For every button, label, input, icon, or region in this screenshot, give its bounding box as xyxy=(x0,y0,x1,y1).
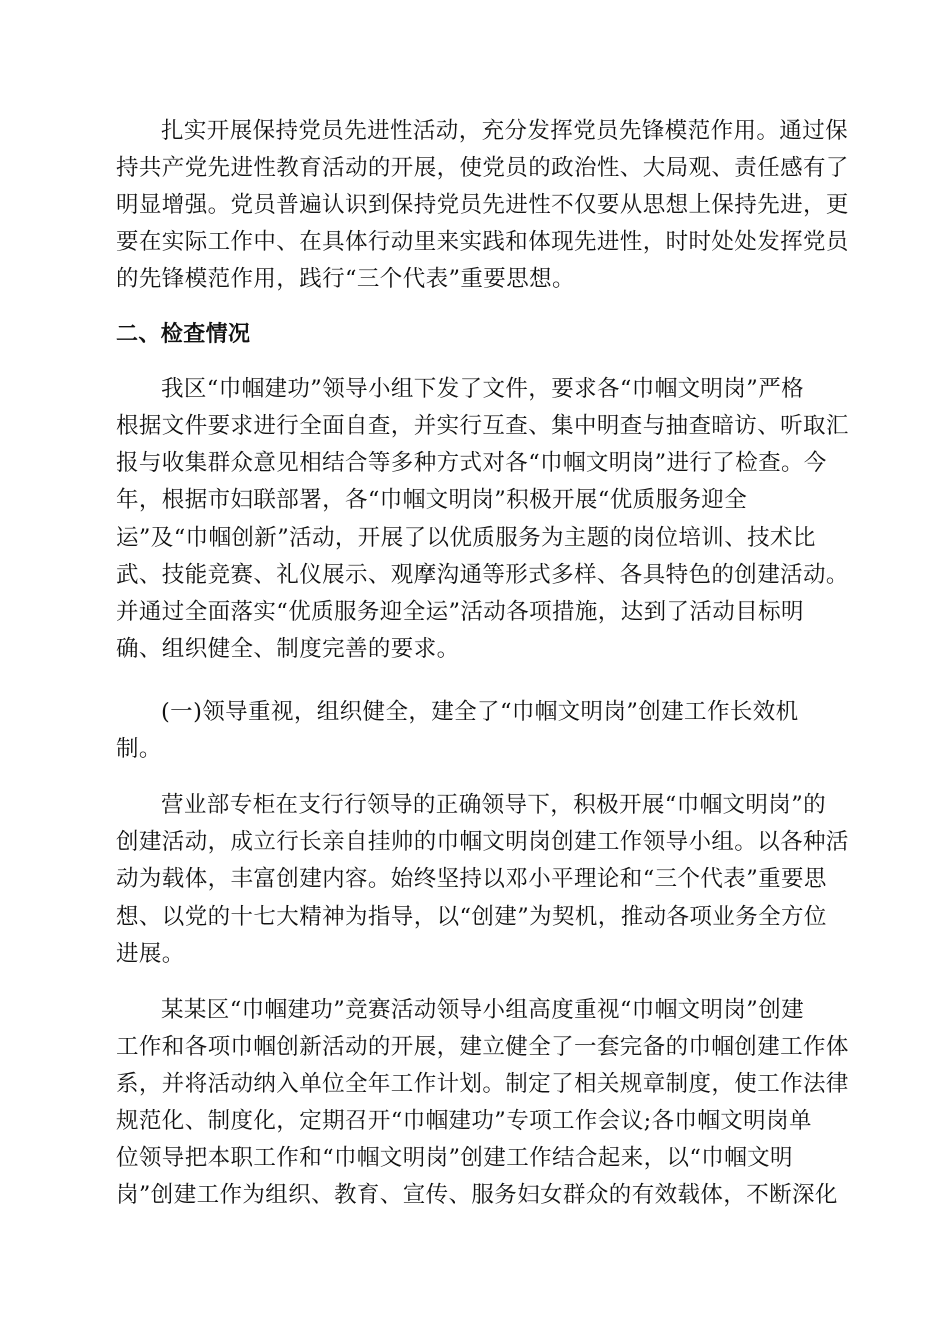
section-heading: 二、检查情况 xyxy=(116,322,251,347)
text-line: 持共产党先进性教育活动的开展，使党员的政治性、大局观、责任感有了 xyxy=(116,155,849,181)
text-line: 位领导把本职工作和“巾帼文明岗”创建工作结合起来，以“巾帼文明 xyxy=(116,1145,793,1171)
text-line: 并通过全面落实“优质服务迎全运”活动各项措施，达到了活动目标明 xyxy=(116,599,804,625)
text-line: 规范化、制度化，定期召开“巾帼建功”专项工作会议;各巾帼文明岗单 xyxy=(116,1108,812,1134)
text-line: 我区“巾帼建功”领导小组下发了文件，要求各“巾帼文明岗”严格 xyxy=(161,376,805,402)
text-line: 工作和各项巾帼创新活动的开展，建立健全了一套完备的巾帼创建工作体 xyxy=(116,1034,849,1060)
text-line: 岗”创建工作为组织、教育、宣传、服务妇女群众的有效载体，不断深化 xyxy=(116,1182,838,1208)
text-line: 要在实际工作中、在具体行动里来实践和体现先进性，时时处处发挥党员 xyxy=(116,229,849,255)
text-line: 明显增强。党员普遍认识到保持党员先进性不仅要从思想上保持先进，更 xyxy=(116,192,849,218)
text-line: 营业部专柜在支行行领导的正确领导下，积极开展“巾帼文明岗”的 xyxy=(161,792,827,818)
text-line: 武、技能竞赛、礼仪展示、观摩沟通等形式多样、各具特色的创建活动。 xyxy=(116,562,849,588)
text-line: 制。 xyxy=(116,736,162,762)
text-line: 年，根据市妇联部署，各“巾帼文明岗”积极开展“优质服务迎全 xyxy=(116,487,748,513)
text-line: 进展。 xyxy=(116,941,185,967)
text-line: 想、以党的十七大精神为指导，以“创建”为契机，推动各项业务全方位 xyxy=(116,904,827,930)
text-line: (一)领导重视，组织健全，建全了“巾帼文明岗”创建工作长效机 xyxy=(161,699,799,725)
text-line: 创建活动，成立行长亲自挂帅的巾帼文明岗创建工作领导小组。以各种活 xyxy=(116,829,849,855)
text-line: 报与收集群众意见相结合等多种方式对各“巾帼文明岗”进行了检查。今 xyxy=(116,450,827,476)
text-line: 动为载体，丰富创建内容。始终坚持以邓小平理论和“三个代表”重要思 xyxy=(116,866,827,892)
text-line: 运”及“巾帼创新”活动，开展了以优质服务为主题的岗位培训、技术比 xyxy=(116,525,816,551)
text-line: 扎实开展保持党员先进性活动，充分发挥党员先锋模范作用。通过保 xyxy=(161,118,849,144)
text-line: 根据文件要求进行全面自查，并实行互查、集中明查与抽查暗访、听取汇 xyxy=(116,413,849,439)
text-line: 的先锋模范作用，践行“三个代表”重要思想。 xyxy=(116,266,575,292)
text-line: 系，并将活动纳入单位全年工作计划。制定了相关规章制度，使工作法律 xyxy=(116,1071,849,1097)
text-line: 某某区“巾帼建功”竞赛活动领导小组高度重视“巾帼文明岗”创建 xyxy=(161,997,805,1023)
text-line: 确、组织健全、制度完善的要求。 xyxy=(116,636,460,662)
